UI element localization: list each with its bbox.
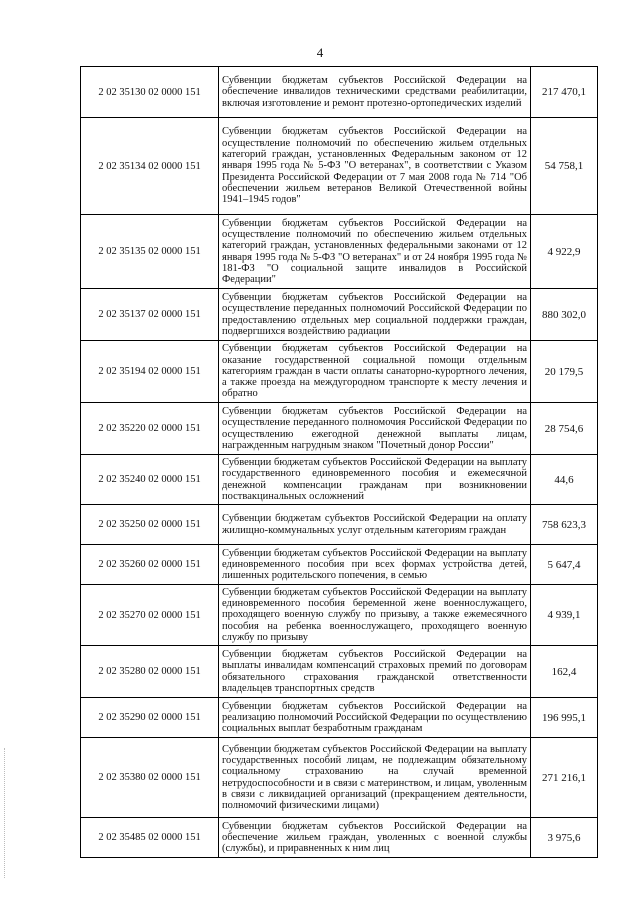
budget-table bbox=[80, 66, 598, 858]
budget-description: Субвенции бюджетам субъектов Российской Федерации на осуществление переданных полномочий Российской Федерации по предоставлению отдельных мер социальной поддержки граждан, подвергшихся воздействию радиации bbox=[219, 289, 531, 341]
budget-code: 2 02 35290 02 0000 151 bbox=[81, 698, 219, 738]
budget-description: Субвенции бюджетам субъектов Российской Федерации на выплату государственного единовременного пособия и ежемесячной денежной компенсации гражданам при возникновении поствакцинальных осложнений bbox=[219, 455, 531, 505]
budget-amount: 20 179,5 bbox=[531, 341, 598, 403]
budget-code: 2 02 35220 02 0000 151 bbox=[81, 403, 219, 455]
budget-description: Субвенции бюджетам субъектов Российской Федерации на оплату жилищно-коммунальных услуг отдельным категориям граждан bbox=[219, 505, 531, 545]
table-row bbox=[81, 505, 598, 545]
budget-description: Субвенции бюджетам субъектов Российской Федерации на выплату государственных пособий лицам, не подлежащим обязательному социальному страхованию на случай временной нетрудоспособности и в связи с материнством, и лицам, уволенным в связи с ликвидацией организаций (прекращением деятельности, полномочий физическими лицами) bbox=[219, 738, 531, 818]
budget-description: Субвенции бюджетам субъектов Российской Федерации на осуществление переданного полномочия Российской Федерации по осуществлению ежегодной денежной выплаты лицам, награжденным нагрудным знаком "Почетный донор России" bbox=[219, 403, 531, 455]
budget-amount: 4 922,9 bbox=[531, 215, 598, 289]
page-number: 4 bbox=[316, 45, 324, 60]
budget-description: Субвенции бюджетам субъектов Российской Федерации на обеспечение жильем граждан, уволенных с военной службы (службы), и приравненных к ним лиц bbox=[219, 818, 531, 858]
budget-amount: 271 216,1 bbox=[531, 738, 598, 818]
budget-code: 2 02 35270 02 0000 151 bbox=[81, 585, 219, 646]
table-row bbox=[81, 455, 598, 505]
budget-code: 2 02 35194 02 0000 151 bbox=[81, 341, 219, 403]
budget-description: Субвенции бюджетам субъектов Российской Федерации на выплату единовременного пособия беременной жене военнослужащего, проходящего военную службу по призыву, а также ежемесячного пособия на ребенка военнослужащего, проходящего военную службу по призыву bbox=[219, 585, 531, 646]
budget-amount: 28 754,6 bbox=[531, 403, 598, 455]
budget-code: 2 02 35250 02 0000 151 bbox=[81, 505, 219, 545]
table-row bbox=[81, 738, 598, 818]
table-row bbox=[81, 289, 598, 341]
budget-code: 2 02 35137 02 0000 151 bbox=[81, 289, 219, 341]
table-row bbox=[81, 403, 598, 455]
budget-code: 2 02 35130 02 0000 151 bbox=[81, 67, 219, 118]
budget-amount: 4 939,1 bbox=[531, 585, 598, 646]
budget-description: Субвенции бюджетам субъектов Российской Федерации на осуществление полномочий по обеспечению жильем отдельных категорий граждан, установленных Федеральным законом от 12 января 1995 года № 5-ФЗ "О ветеранах", в соответствии с Указом Президента Российской Федерации от 7 мая 2008 года № 714 "Об обеспечении жильем ветеранов Великой Отечественной войны 1941–1945 годов" bbox=[219, 118, 531, 215]
scan-edge-mark bbox=[4, 748, 11, 878]
table-row bbox=[81, 646, 598, 698]
budget-amount: 217 470,1 bbox=[531, 67, 598, 118]
budget-amount: 3 975,6 bbox=[531, 818, 598, 858]
budget-code: 2 02 35240 02 0000 151 bbox=[81, 455, 219, 505]
budget-description: Субвенции бюджетам субъектов Российской Федерации на оказание государственной социальной помощи отдельным категориям граждан в части оплаты санаторно-курортного лечения, а также проезда на междугородном транспорте к месту лечения и обратно bbox=[219, 341, 531, 403]
table-row bbox=[81, 545, 598, 585]
budget-amount: 162,4 bbox=[531, 646, 598, 698]
table-row bbox=[81, 585, 598, 646]
budget-amount: 5 647,4 bbox=[531, 545, 598, 585]
budget-description: Субвенции бюджетам субъектов Российской Федерации на выплаты инвалидам компенсаций страховых премий по договорам обязательного страхования гражданской ответственности владельцев транспортных средств bbox=[219, 646, 531, 698]
budget-description: Субвенции бюджетам субъектов Российской Федерации на реализацию полномочий Российской Федерации по осуществлению социальных выплат безработным гражданам bbox=[219, 698, 531, 738]
budget-code: 2 02 35134 02 0000 151 bbox=[81, 118, 219, 215]
budget-description: Субвенции бюджетам субъектов Российской Федерации на осуществление полномочий по обеспечению жильем отдельных категорий граждан, установленных федеральными законами от 12 января 1995 года № 5-ФЗ "О ветеранах" и от 24 ноября 1995 года № 181-ФЗ "О социальной защите инвалидов в Российской Федерации" bbox=[219, 215, 531, 289]
budget-code: 2 02 35280 02 0000 151 bbox=[81, 646, 219, 698]
table-row bbox=[81, 215, 598, 289]
budget-code: 2 02 35485 02 0000 151 bbox=[81, 818, 219, 858]
budget-description: Субвенции бюджетам субъектов Российской Федерации на выплату единовременного пособия при всех формах устройства детей, лишенных родительского попечения, в семью bbox=[219, 545, 531, 585]
budget-description: Субвенции бюджетам субъектов Российской Федерации на обеспечение инвалидов техническими средствами реабилитации, включая изготовление и ремонт протезно-ортопедических изделий bbox=[219, 67, 531, 118]
table-row bbox=[81, 118, 598, 215]
table-row bbox=[81, 341, 598, 403]
budget-table-body bbox=[81, 67, 598, 858]
table-row bbox=[81, 698, 598, 738]
table-row bbox=[81, 67, 598, 118]
budget-code: 2 02 35135 02 0000 151 bbox=[81, 215, 219, 289]
budget-amount: 54 758,1 bbox=[531, 118, 598, 215]
budget-amount: 758 623,3 bbox=[531, 505, 598, 545]
budget-amount: 196 995,1 bbox=[531, 698, 598, 738]
budget-code: 2 02 35260 02 0000 151 bbox=[81, 545, 219, 585]
budget-code: 2 02 35380 02 0000 151 bbox=[81, 738, 219, 818]
budget-amount: 880 302,0 bbox=[531, 289, 598, 341]
table-row bbox=[81, 818, 598, 858]
budget-amount: 44,6 bbox=[531, 455, 598, 505]
